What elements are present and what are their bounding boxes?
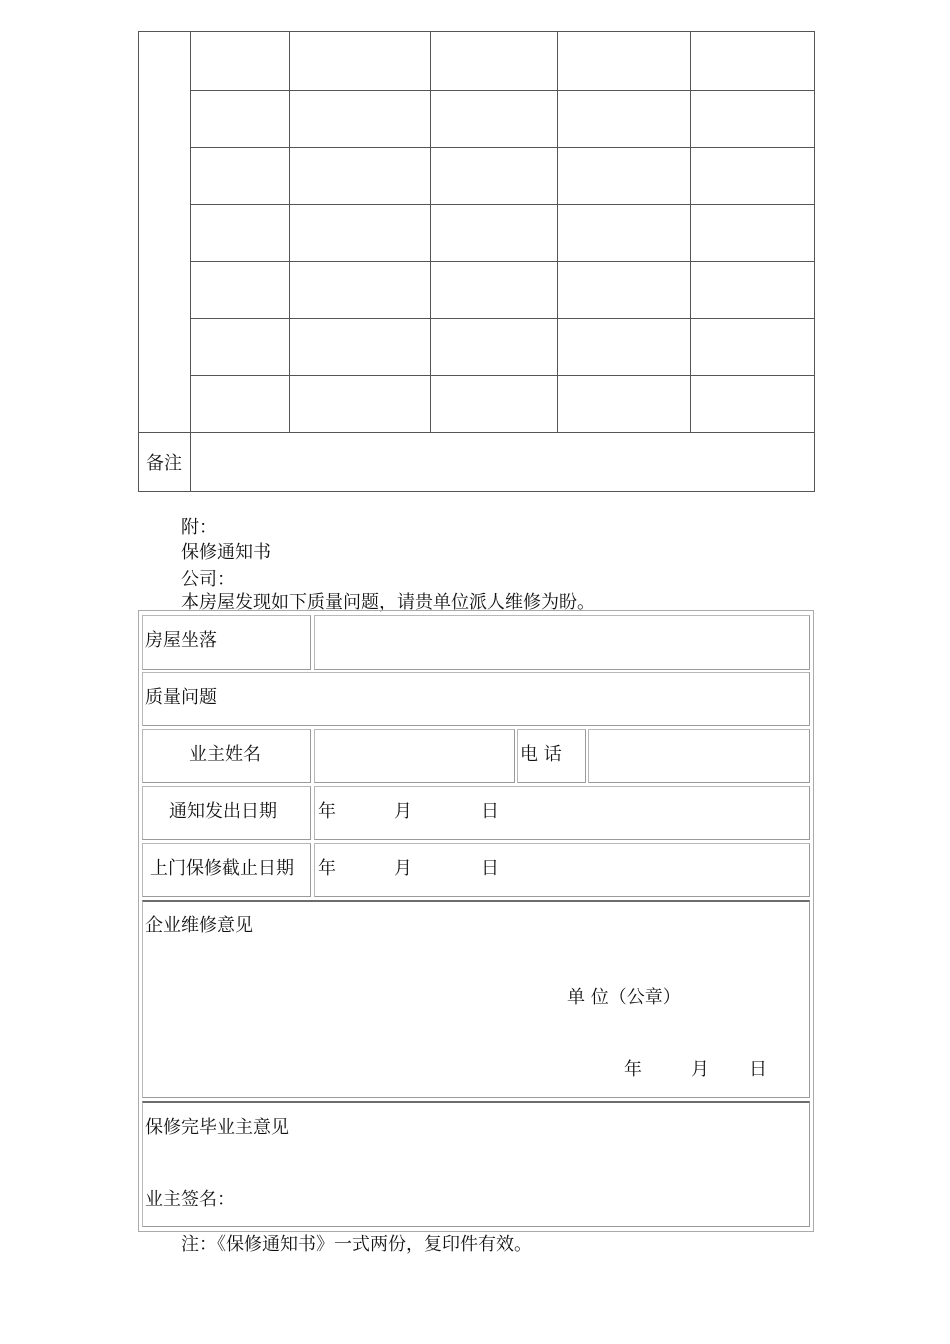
top-table-row-divider: [190, 261, 815, 262]
location-label: 房屋坐落: [145, 630, 217, 651]
enterprise-date-day: 日: [749, 1059, 767, 1080]
top-table-col-divider: [690, 31, 691, 433]
footnote: 注：《保修通知书》一式两份，复印件有效。: [181, 1234, 532, 1255]
top-table-col-divider: [430, 31, 431, 433]
unit-seal-label: 单 位（公章）: [567, 987, 681, 1008]
top-table-row-divider: [190, 90, 815, 91]
notice-date-month: 月: [394, 801, 412, 822]
top-table-row-divider: [190, 147, 815, 148]
notice-date-field[interactable]: [314, 786, 810, 840]
deadline-date-field[interactable]: [314, 843, 810, 897]
top-table-col-divider: [557, 31, 558, 433]
deadline-date-month: 月: [394, 858, 412, 879]
quality-issue-cell[interactable]: [142, 672, 810, 726]
remark-label: 备注: [146, 453, 182, 474]
top-table-remark-divider: [138, 432, 815, 433]
owner-name-label: 业主姓名: [189, 744, 261, 765]
deadline-date-day: 日: [481, 858, 499, 879]
enterprise-date-month: 月: [691, 1059, 709, 1080]
notice-date-day: 日: [481, 801, 499, 822]
owner-name-field[interactable]: [314, 729, 515, 783]
owner-opinion-label: 保修完毕业主意见: [145, 1117, 289, 1138]
attachment-label: 附：: [181, 517, 217, 538]
top-table-border-bottom: [138, 491, 815, 492]
deadline-date-year: 年: [318, 858, 336, 879]
quality-issue-label: 质量问题: [145, 687, 217, 708]
notice-date-year: 年: [318, 801, 336, 822]
phone-field[interactable]: [588, 729, 810, 783]
enterprise-opinion-label: 企业维修意见: [145, 915, 253, 936]
phone-label: 电 话: [520, 744, 562, 765]
notice-date-label: 通知发出日期: [169, 801, 277, 822]
top-table-row-divider: [190, 204, 815, 205]
notice-title: 保修通知书: [181, 542, 271, 563]
top-table-col-divider: [289, 31, 290, 433]
top-table-row-divider: [190, 318, 815, 319]
top-table-border-left: [138, 31, 139, 492]
owner-signature-label: 业主签名：: [145, 1189, 235, 1210]
request-text: 本房屋发现如下质量问题，请贵单位派人维修为盼。: [181, 592, 595, 613]
enterprise-date-year: 年: [624, 1059, 642, 1080]
top-table-border-top: [138, 31, 815, 32]
company-label: 公司：: [181, 569, 235, 590]
location-field[interactable]: [314, 615, 810, 670]
deadline-label: 上门保修截止日期: [150, 858, 294, 879]
top-table-row-divider: [190, 375, 815, 376]
